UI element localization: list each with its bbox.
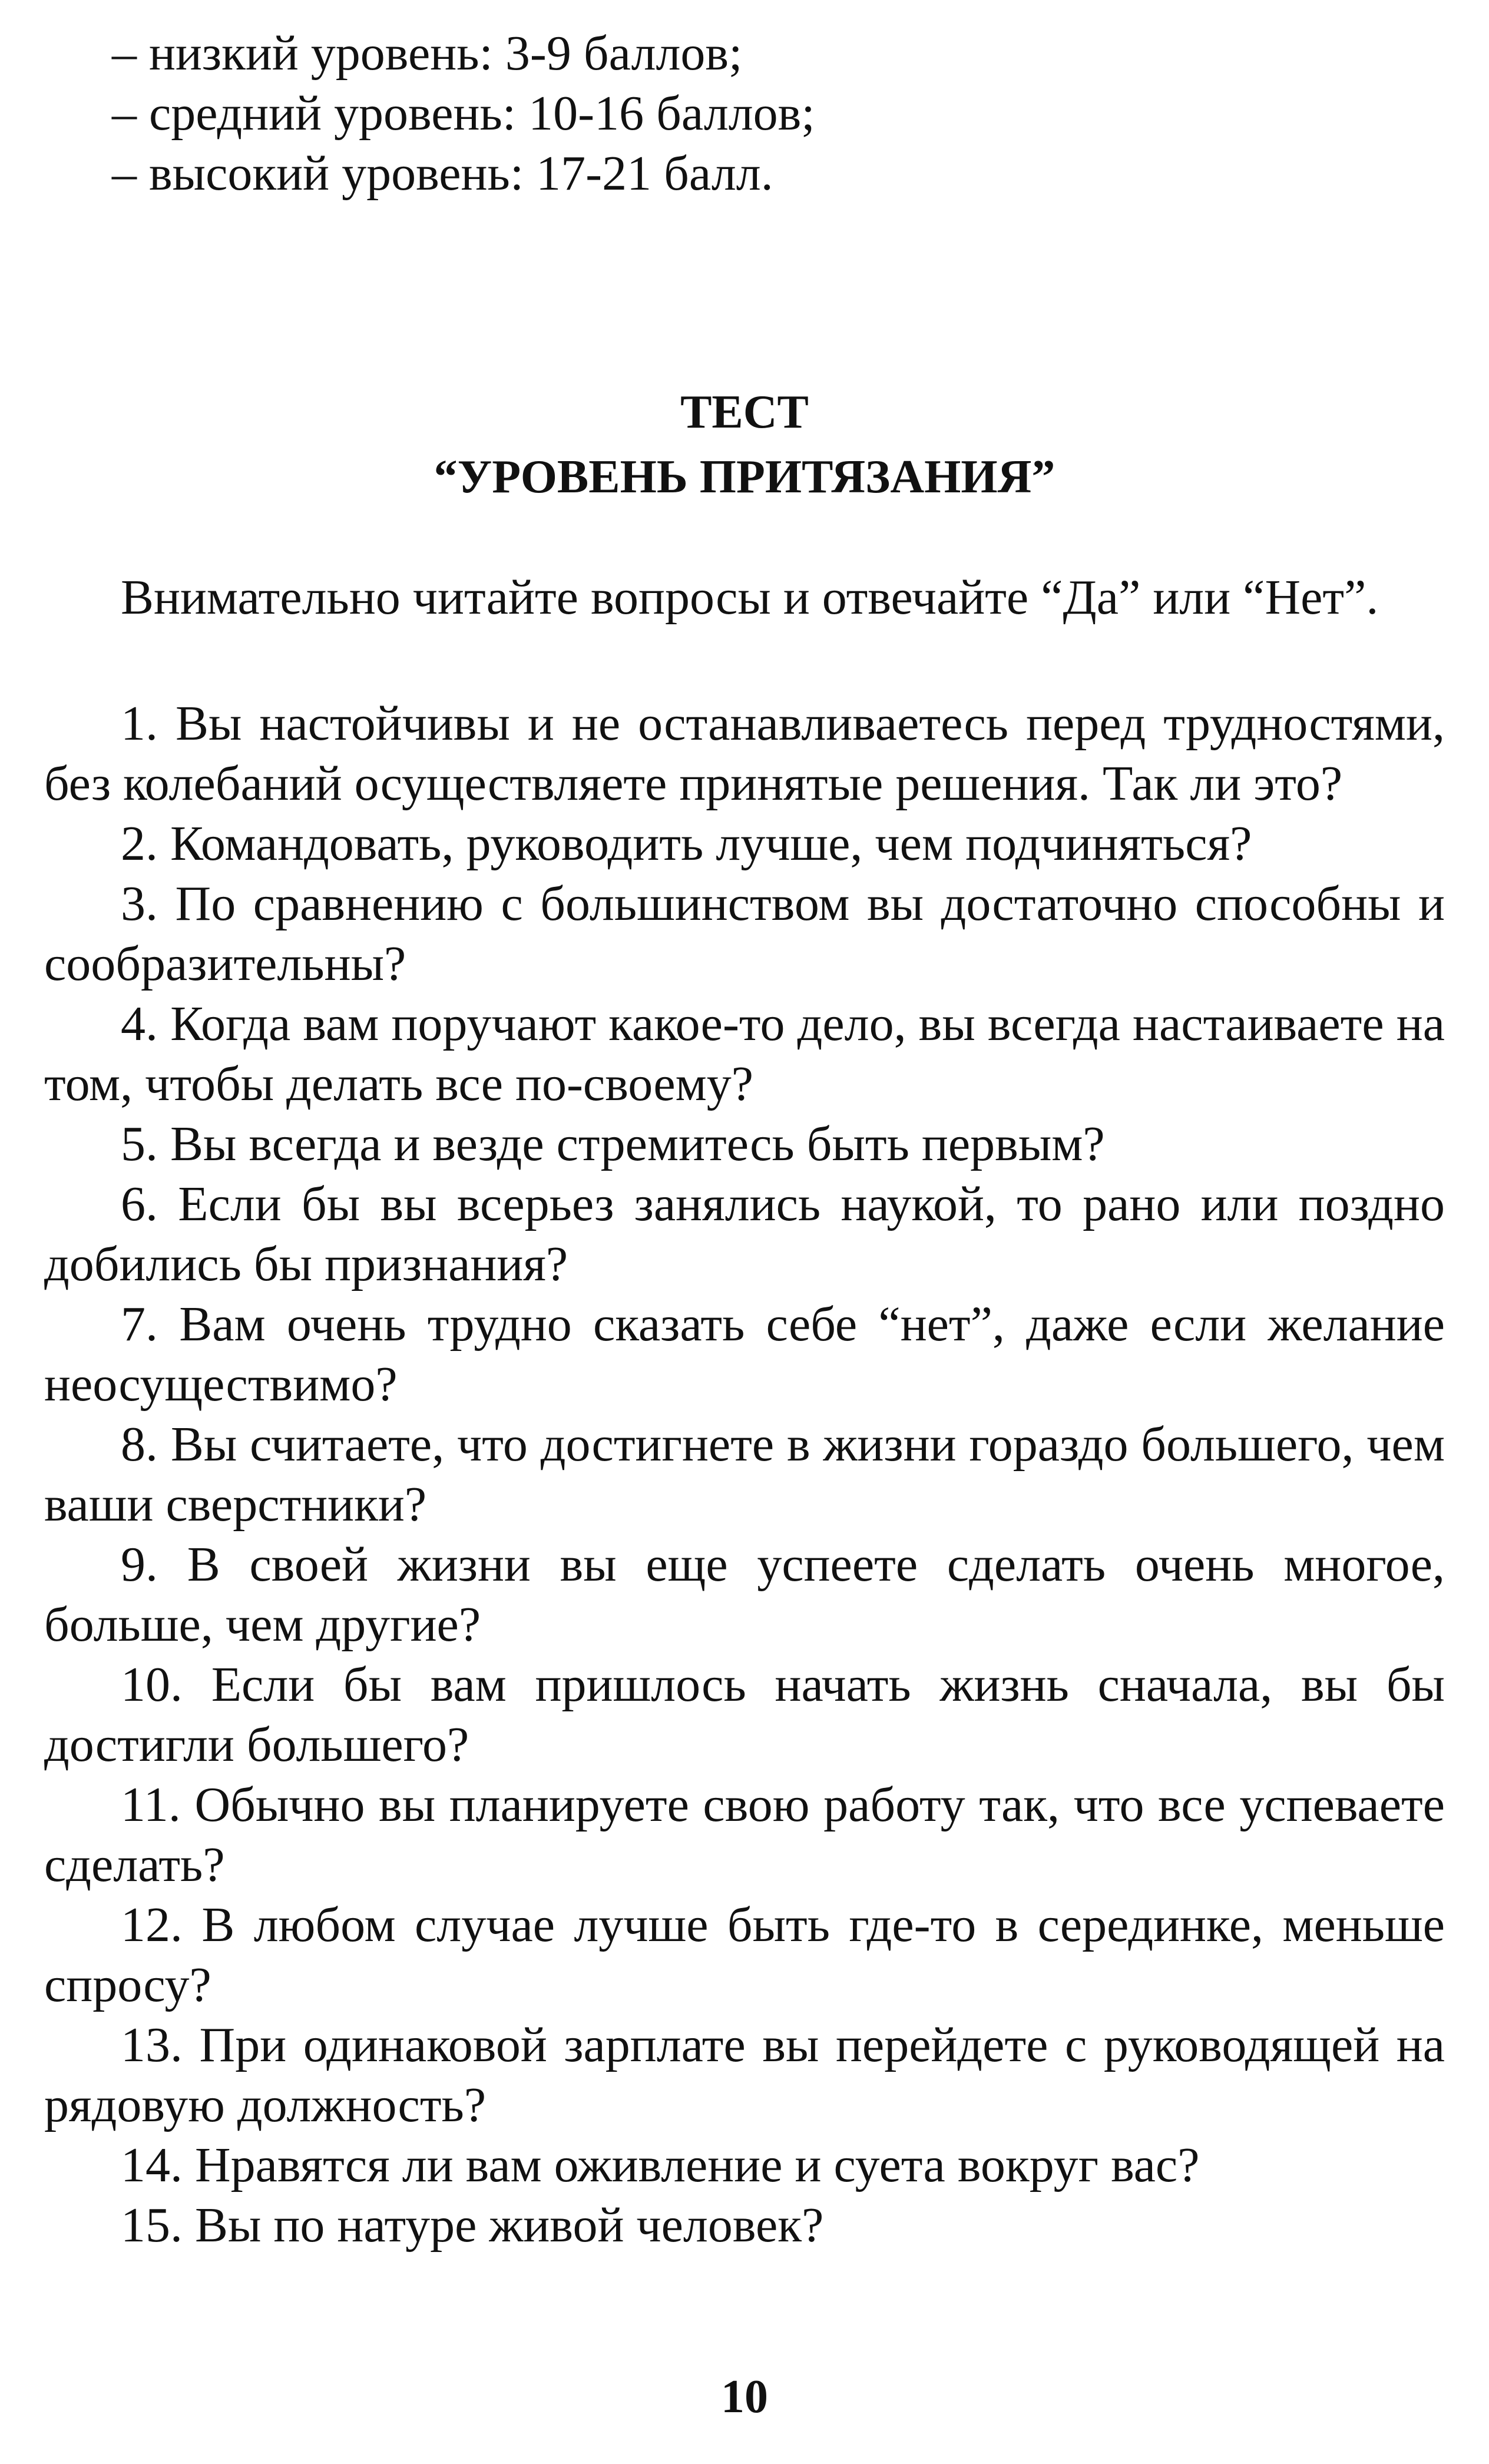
page-number: 10 [721,2371,768,2423]
test-heading-title: “УРОВЕНЬ ПРИТЯЗАНИЯ” [434,451,1055,503]
question-item: 10. Если бы вам пришлось начать жизнь сначала, вы бы достигли большего? [44,1657,1445,1772]
score-level-medium: – средний уровень: 10-16 баллов; [112,86,815,141]
question-item: 14. Нравятся ли вам оживление и суета вокруг вас? [121,2138,1200,2193]
question-item: 11. Обычно вы планируете свою работу так, что все успеваете сделать? [44,1777,1445,1892]
question-list [44,694,1445,2256]
score-level-list [112,24,1408,204]
question-item: 6. Если бы вы всерьез занялись наукой, то рано или поздно добились бы признания? [44,1177,1445,1291]
question-item: 9. В своей жизни вы еще успеете сделать очень многое, больше, чем другие? [44,1537,1445,1652]
question-item: 12. В любом случае лучше быть где-то в серединке, меньше спросу? [44,1897,1445,2012]
test-instruction: Внимательно читайте вопросы и отвечайте “Да” или “Нет”. [121,570,1379,625]
question-item: 5. Вы всегда и везде стремитесь быть первым? [121,1117,1105,1171]
question-item: 15. Вы по натуре живой человек? [121,2198,824,2253]
question-item: 8. Вы считаете, что достигнете в жизни гораздо большего, чем ваши сверстники? [44,1417,1445,1532]
question-item: 1. Вы настойчивы и не останавливаетесь перед трудностями, без колебаний осуществляете принятые решения. Так ли это? [44,696,1445,811]
question-item: 2. Командовать, руководить лучше, чем подчиняться? [121,816,1252,871]
question-item: 3. По сравнению с большинством вы достаточно способны и сообразительны? [44,876,1445,991]
score-level-low: – низкий уровень: 3-9 баллов; [112,26,743,81]
test-heading [44,380,1445,509]
test-heading-label: ТЕСТ [680,386,809,438]
question-item: 7. Вам очень трудно сказать себе “нет”, даже если желание неосуществимо? [44,1297,1445,1412]
question-item: 13. При одинаковой зарплате вы перейдете с руководящей на рядовую должность? [44,2018,1445,2132]
book-page [44,18,1445,2444]
score-level-high: – высокий уровень: 17-21 балл. [112,146,773,201]
question-item: 4. Когда вам поручают какое-то дело, вы всегда настаиваете на том, чтобы делать все по-своему? [44,996,1445,1111]
